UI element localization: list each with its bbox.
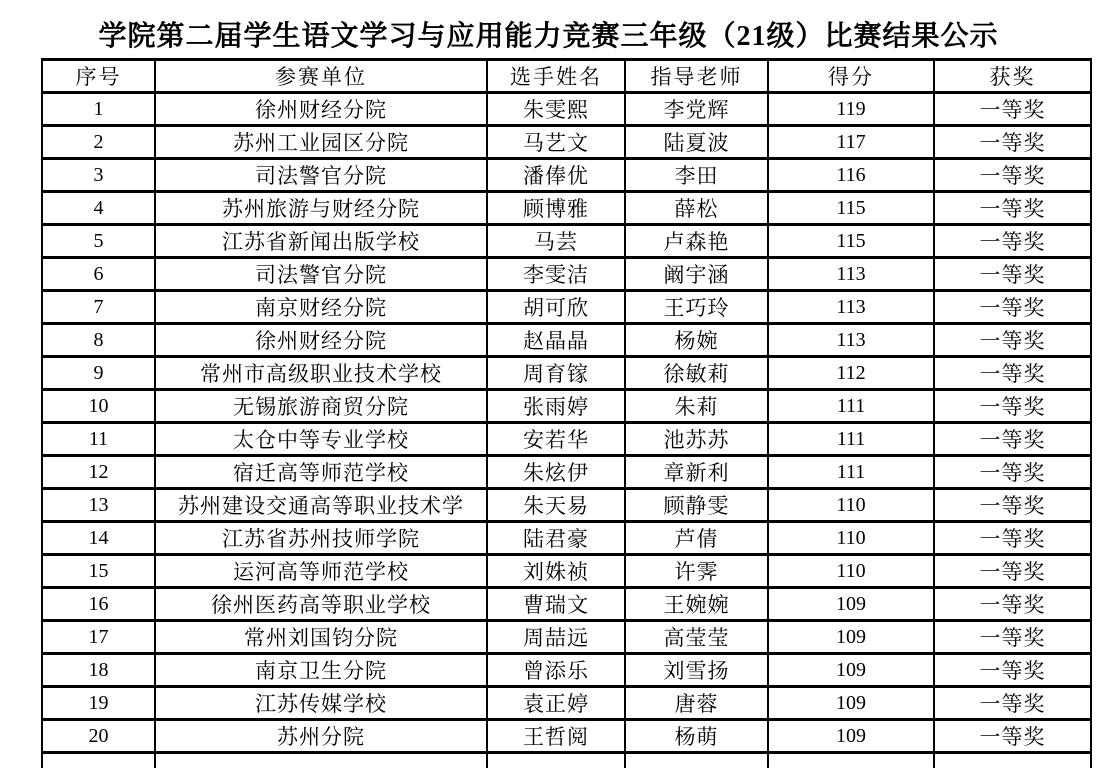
table-header-row [42,60,1091,93]
cell-contestant: 袁正婷 [487,687,625,720]
cell-score: 109 [768,687,934,720]
table-row [42,225,1091,258]
cell-score: 109 [768,621,934,654]
cell-score: 111 [768,390,934,423]
cell-instructor: 李党辉 [625,93,768,126]
cell-score: 109 [768,588,934,621]
table-row [42,192,1091,225]
cell-contestant: 马艺文 [487,126,625,159]
cell-instructor: 陆夏波 [625,126,768,159]
table-row [42,555,1091,588]
cell-unit: 苏州建设交通高等职业技术学 [155,489,487,522]
cell-score: 119 [768,93,934,126]
cell-index: 7 [42,291,155,324]
cell-unit: 苏州分院 [155,720,487,753]
cell-award: 一等奖 [934,687,1091,720]
cell-contestant: 周喆远 [487,621,625,654]
cell-index: 11 [42,423,155,456]
cell-score: 112 [768,357,934,390]
table-row [42,456,1091,489]
table-row [42,291,1091,324]
cell-unit: 南京卫生分院 [155,654,487,687]
table-row [42,258,1091,291]
cell-index: 17 [42,621,155,654]
cell-contestant: 胡可欣 [487,291,625,324]
cell-score: 109 [768,654,934,687]
cell-score: 110 [768,489,934,522]
cell-contestant: 朱炫伊 [487,456,625,489]
cell-instructor: 高莹莹 [625,621,768,654]
cell-score: 113 [768,324,934,357]
cell-award: 一等奖 [934,456,1091,489]
cell-unit: 司法警官分院 [155,258,487,291]
cell-unit: 运河高等师范学校 [155,555,487,588]
cell-index: 4 [42,192,155,225]
table-row-partial [42,753,1091,768]
cell-contestant: 王哲阅 [487,720,625,753]
cell-award: 一等奖 [934,654,1091,687]
cell-unit: 常州市高级职业技术学校 [155,357,487,390]
cell-unit: 徐州财经分院 [155,93,487,126]
cell-instructor: 刘雪扬 [625,654,768,687]
cell-contestant: 刘姝祯 [487,555,625,588]
cell-index: 10 [42,390,155,423]
table-row [42,588,1091,621]
cell-unit: 司法警官分院 [155,159,487,192]
cell-contestant: 曹瑞文 [487,588,625,621]
cell-index: 18 [42,654,155,687]
cell-contestant: 马芸 [487,225,625,258]
header-index: 序号 [42,60,155,93]
cell-index: 19 [42,687,155,720]
cell-score: 116 [768,159,934,192]
cell-index: 14 [42,522,155,555]
cell-instructor: 阚宇涵 [625,258,768,291]
cell-instructor: 薛松 [625,192,768,225]
cell-index: 9 [42,357,155,390]
cell-instructor: 池苏苏 [625,423,768,456]
cell-unit: 徐州财经分院 [155,324,487,357]
cell-instructor: 王婉婉 [625,588,768,621]
header-instructor: 指导老师 [625,60,768,93]
cell-award: 一等奖 [934,357,1091,390]
table-body [42,93,1091,768]
cell-index: 6 [42,258,155,291]
cell-instructor: 杨萌 [625,720,768,753]
table-row [42,159,1091,192]
table-row [42,357,1091,390]
cell-award: 一等奖 [934,588,1091,621]
cell-unit: 徐州医药高等职业学校 [155,588,487,621]
cell-instructor: 唐蓉 [625,687,768,720]
cell-award: 一等奖 [934,489,1091,522]
cell-score: 111 [768,456,934,489]
cell-award: 一等奖 [934,93,1091,126]
cell-award: 一等奖 [934,126,1091,159]
cell-index: 2 [42,126,155,159]
cell-unit: 江苏传媒学校 [155,687,487,720]
cell-award: 一等奖 [934,720,1091,753]
table-row [42,621,1091,654]
cell-index: 1 [42,93,155,126]
cell-empty [42,753,155,768]
table-row [42,93,1091,126]
table-row [42,423,1091,456]
cell-contestant: 张雨婷 [487,390,625,423]
cell-score: 111 [768,423,934,456]
cell-score: 113 [768,291,934,324]
table-row [42,489,1091,522]
cell-score: 109 [768,720,934,753]
cell-score: 113 [768,258,934,291]
cell-empty [487,753,625,768]
cell-score: 115 [768,192,934,225]
cell-award: 一等奖 [934,324,1091,357]
cell-contestant: 陆君豪 [487,522,625,555]
cell-instructor: 卢森艳 [625,225,768,258]
cell-award: 一等奖 [934,225,1091,258]
cell-index: 20 [42,720,155,753]
cell-empty [768,753,934,768]
cell-empty [625,753,768,768]
cell-unit: 江苏省苏州技师学院 [155,522,487,555]
cell-score: 115 [768,225,934,258]
cell-instructor: 许霁 [625,555,768,588]
header-score: 得分 [768,60,934,93]
cell-instructor: 芦倩 [625,522,768,555]
cell-instructor: 顾静雯 [625,489,768,522]
cell-index: 5 [42,225,155,258]
cell-unit: 苏州旅游与财经分院 [155,192,487,225]
cell-instructor: 李田 [625,159,768,192]
cell-contestant: 赵晶晶 [487,324,625,357]
cell-score: 110 [768,522,934,555]
page-title: 学院第二届学生语文学习与应用能力竞赛三年级（21级）比赛结果公示 [0,14,1097,54]
cell-score: 117 [768,126,934,159]
cell-score: 110 [768,555,934,588]
cell-instructor: 杨婉 [625,324,768,357]
cell-contestant: 朱雯熙 [487,93,625,126]
cell-instructor: 朱莉 [625,390,768,423]
header-unit: 参赛单位 [155,60,487,93]
table-row [42,126,1091,159]
cell-instructor: 章新利 [625,456,768,489]
cell-unit: 太仓中等专业学校 [155,423,487,456]
cell-award: 一等奖 [934,390,1091,423]
cell-unit: 无锡旅游商贸分院 [155,390,487,423]
cell-award: 一等奖 [934,621,1091,654]
table-row [42,522,1091,555]
header-contestant: 选手姓名 [487,60,625,93]
cell-instructor: 王巧玲 [625,291,768,324]
cell-index: 8 [42,324,155,357]
table-row [42,390,1091,423]
cell-award: 一等奖 [934,555,1091,588]
cell-contestant: 潘俸优 [487,159,625,192]
cell-award: 一等奖 [934,192,1091,225]
cell-contestant: 安若华 [487,423,625,456]
cell-award: 一等奖 [934,258,1091,291]
cell-unit: 宿迁高等师范学校 [155,456,487,489]
cell-index: 15 [42,555,155,588]
cell-contestant: 周育镓 [487,357,625,390]
results-table [41,58,1092,768]
cell-contestant: 李雯洁 [487,258,625,291]
cell-unit: 苏州工业园区分院 [155,126,487,159]
cell-contestant: 曾添乐 [487,654,625,687]
cell-unit: 南京财经分院 [155,291,487,324]
cell-award: 一等奖 [934,159,1091,192]
cell-award: 一等奖 [934,423,1091,456]
cell-empty [155,753,487,768]
cell-unit: 常州刘国钧分院 [155,621,487,654]
table-row [42,654,1091,687]
cell-index: 12 [42,456,155,489]
cell-index: 16 [42,588,155,621]
header-award: 获奖 [934,60,1091,93]
cell-award: 一等奖 [934,291,1091,324]
table-row [42,687,1091,720]
cell-index: 3 [42,159,155,192]
cell-unit: 江苏省新闻出版学校 [155,225,487,258]
cell-index: 13 [42,489,155,522]
table-row [42,324,1091,357]
cell-instructor: 徐敏莉 [625,357,768,390]
cell-empty [934,753,1091,768]
table-row [42,720,1091,753]
cell-contestant: 顾博雅 [487,192,625,225]
cell-award: 一等奖 [934,522,1091,555]
cell-contestant: 朱天易 [487,489,625,522]
